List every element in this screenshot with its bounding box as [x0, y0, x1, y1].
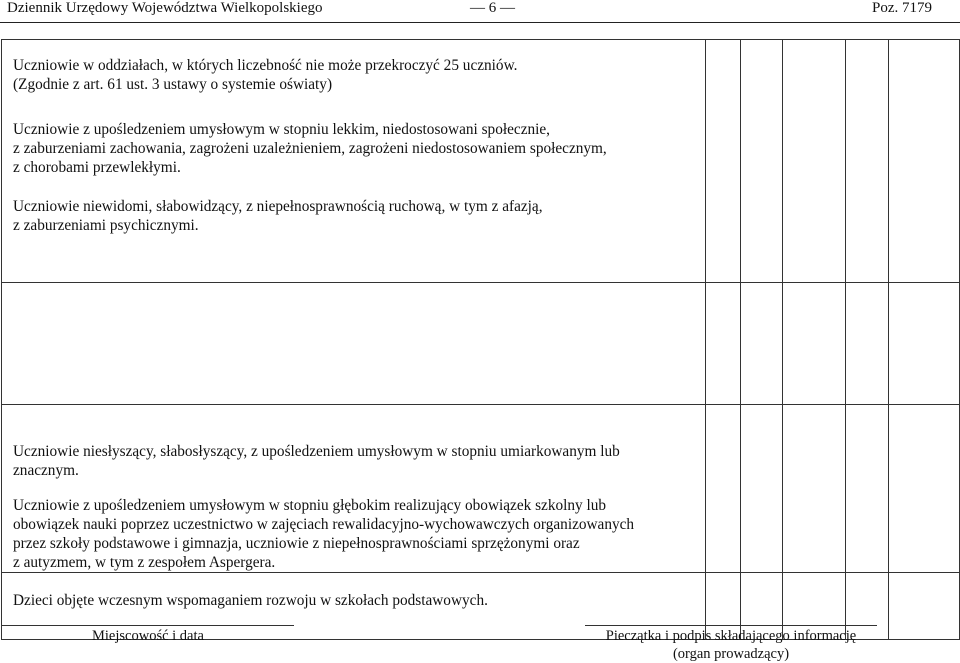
value-cell[interactable]: [783, 283, 846, 405]
value-cell[interactable]: [783, 40, 846, 283]
value-cell[interactable]: [889, 572, 960, 639]
table-row: [2, 405, 960, 573]
header-rule: [0, 22, 960, 23]
text-line: z zaburzeniami zachowania, zagrożeni uzależnieniem, zagrożeni niedostosowaniem społecznym,: [13, 140, 607, 157]
row-description: [2, 40, 706, 283]
value-cell[interactable]: [741, 405, 783, 573]
text-line: Uczniowie z upośledzeniem umysłowym w stopniu głębokim realizujący obowiązek szkolny lub: [13, 496, 607, 514]
text-line: przez szkoły podstawowe i gimnazja, uczniowie z niepełnosprawnościami sprzężonymi oraz: [13, 534, 580, 552]
paragraph: [13, 56, 693, 94]
empty-cell: [2, 283, 706, 405]
value-cell[interactable]: [741, 40, 783, 283]
value-cell[interactable]: [706, 40, 741, 283]
text-line: (Zgodnie z art. 61 ust. 3 ustawy o systemie oświaty): [13, 76, 333, 93]
place-date-label: Miejscowość i data: [92, 628, 204, 644]
place-date-line: [2, 625, 294, 626]
page-number: — 6 —: [470, 0, 515, 16]
paragraph: [13, 496, 693, 572]
text-line: z chorobami przewlekłymi.: [13, 159, 181, 176]
report-table: [1, 39, 960, 640]
text-line: z autyzmem, w tym z zespołem Aspergera.: [13, 553, 276, 571]
signature-label-line: (organ prowadzący): [672, 646, 790, 662]
paragraph: [13, 120, 693, 177]
text-line: Uczniowie niewidomi, słabowidzący, z niepełnosprawnością ruchową, w tym z afazją,: [13, 198, 543, 215]
value-cell[interactable]: [706, 405, 741, 573]
value-cell[interactable]: [741, 283, 783, 405]
text-line: znacznym.: [13, 462, 79, 480]
table-row: [2, 40, 960, 283]
text-line: Dzieci objęte wczesnym wspomaganiem rozwoju w szkołach podstawowych.: [13, 591, 488, 609]
value-cell[interactable]: [889, 40, 960, 283]
value-cell[interactable]: [846, 40, 889, 283]
table-row: [2, 283, 960, 405]
text-line: z zaburzeniami psychicznymi.: [13, 217, 199, 234]
value-cell[interactable]: [783, 405, 846, 573]
row-description: [2, 405, 706, 573]
position-number: Poz. 7179: [872, 0, 932, 16]
signature-label: [585, 627, 877, 663]
text-line: obowiązek nauki poprzez uczestnictwo w zajęciach rewalidacyjno-wychowawczych organizowanych: [13, 515, 635, 533]
paragraph: [13, 197, 693, 235]
value-cell[interactable]: [846, 405, 889, 573]
value-cell[interactable]: [889, 283, 960, 405]
value-cell[interactable]: [706, 283, 741, 405]
text-line: Uczniowie niesłyszący, słabosłyszący, z upośledzeniem umysłowym w stopniu umiarkowanym lub: [13, 443, 620, 461]
paragraph: [13, 442, 693, 480]
signature-line: [585, 625, 877, 626]
journal-title: Dziennik Urzędowy Województwa Wielkopolskiego: [7, 0, 323, 16]
value-cell[interactable]: [889, 405, 960, 573]
page-header: [0, 0, 960, 20]
signature-label-line: Pieczątka i podpis składającego informację: [605, 628, 857, 644]
text-line: Uczniowie w oddziałach, w których liczebność nie może przekroczyć 25 uczniów.: [13, 57, 518, 74]
text-line: Uczniowie z upośledzeniem umysłowym w stopniu lekkim, niedostosowani społecznie,: [13, 121, 550, 138]
value-cell[interactable]: [846, 283, 889, 405]
